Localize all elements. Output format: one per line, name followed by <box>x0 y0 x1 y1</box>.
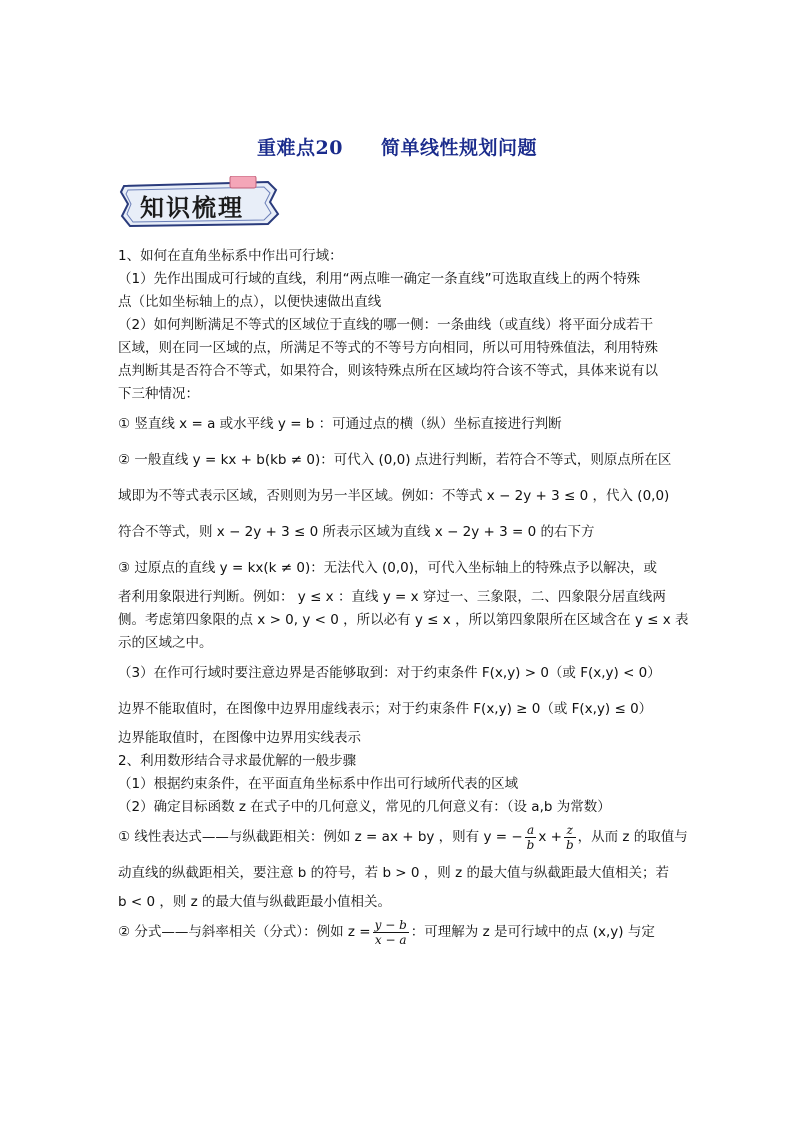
text-line: （2）确定目标函数 z 在式子中的几何意义，常见的几何意义有：（设 a,b 为常数） <box>118 799 611 815</box>
text-line: 域即为不等式表示区域，否则则为另一半区域。例如：不等式 x − 2y + 3 ≤ 0 ，代入 (0,0) <box>118 488 670 504</box>
text-line: ① 竖直线 x = a 或水平线 y = b ：可通过点的横（纵）坐标直接进行判断 <box>118 416 562 432</box>
text-fragment: ：可理解为 z 是可行域中的点 (x,y) 与定 <box>410 924 655 940</box>
text-line: ③ 过原点的直线 y = kx(k ≠ 0)：无法代入 (0,0)，可代入坐标轴上的特殊点予以解决，或 <box>118 560 658 576</box>
fraction-denominator: b <box>565 837 574 852</box>
text-line: 侧。考虑第四象限的点 x > 0, y < 0 ，所以必有 y ≤ x ，所以第四象限所在区域含在 y ≤ x 表 <box>118 612 689 628</box>
fraction-denominator: b <box>526 837 535 852</box>
text-fragment: ② 分式——与斜率相关（分式）：例如 z = <box>118 924 371 940</box>
fraction-slope <box>373 918 409 947</box>
text-line: 点（比如坐标轴上的点），以便快速做出直线 <box>118 294 382 310</box>
text-line: 区域，则在同一区域的点，所满足不等式的不等号方向相同，所以可用特殊值法，利用特殊 <box>118 340 658 356</box>
text-line: 1、如何在直角坐标系中作出可行域： <box>118 248 343 264</box>
text-line: （1）根据约束条件，在平面直角坐标系中作出可行域所代表的区域 <box>118 776 519 792</box>
title-topic: 简单线性规划问题 <box>380 137 537 159</box>
text-line: 示的区域之中。 <box>118 635 213 651</box>
text-line: 动直线的纵截距相关，要注意 b 的符号，若 b > 0 ，则 z 的最大值与纵截距最大值相关；若 <box>118 865 669 881</box>
banner-label: 知识梳理 <box>140 193 244 222</box>
text-line: （3）在作可行域时要注意边界是否能够取到：对于约束条件 F(x,y) > 0（或 F(x,y) < 0） <box>118 665 661 681</box>
formula-line <box>118 819 688 855</box>
text-line: （1）先作出围成可行域的直线，利用“两点唯一确定一条直线”可选取直线上的两个特殊 <box>118 271 641 287</box>
fraction-z-over-b <box>564 823 576 852</box>
text-line: 2、利用数形结合寻求最优解的一般步骤 <box>118 753 357 769</box>
page-title <box>0 133 794 160</box>
text-line: 下三种情况： <box>118 386 199 402</box>
text-line: 者利用象限进行判断。例如： y ≤ x ：直线 y = x 穿过一、三象限，二、四象限分居直线两 <box>118 589 666 605</box>
text-fragment: ，从而 z 的取值与 <box>577 829 688 845</box>
fraction-numerator: z <box>564 823 576 838</box>
body-text <box>118 245 689 950</box>
text-line: 点判断其是否符合不等式，如果符合，则该特殊点所在区域均符合该不等式，具体来说有以 <box>118 363 658 379</box>
fraction-numerator: a <box>525 823 537 838</box>
fraction-denominator: x − a <box>374 932 407 947</box>
text-line: 符合不等式，则 x − 2y + 3 ≤ 0 所表示区域为直线 x − 2y + 3 = 0 的右下方 <box>118 524 595 540</box>
title-number: 重难点20 <box>257 137 343 159</box>
text-fragment: ① 线性表达式——与纵截距相关：例如 z = ax + by ，则有 y = − <box>118 829 523 845</box>
text-line: （2）如何判断满足不等式的区域位于直线的哪一侧：一条曲线（或直线）将平面分成若干 <box>118 317 654 333</box>
text-line: 边界能取值时，在图像中边界用实线表示 <box>118 730 361 746</box>
fraction-numerator: y − b <box>374 917 407 932</box>
paper-clip-icon <box>230 176 256 188</box>
text-fragment: x + <box>538 829 562 845</box>
text-line: b < 0 ，则 z 的最大值与纵截距最小值相关。 <box>118 894 392 910</box>
formula-line <box>118 914 678 950</box>
text-line: 边界不能取值时，在图像中边界用虚线表示；对于约束条件 F(x,y) ≥ 0（或 F(x,y) ≤ 0） <box>118 701 653 717</box>
text-line: ② 一般直线 y = kx + b(kb ≠ 0)：可代入 (0,0) 点进行判断，若符合不等式，则原点所在区 <box>118 452 672 468</box>
fraction-a-over-b <box>525 823 537 852</box>
